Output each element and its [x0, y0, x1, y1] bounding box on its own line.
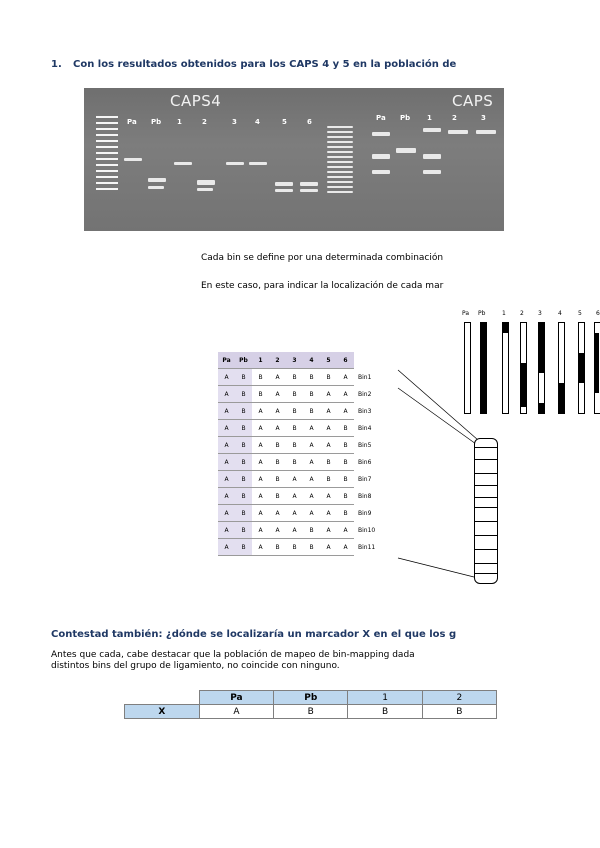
bin-cell: B [303, 403, 320, 420]
bin-cell: B [269, 454, 286, 471]
bin-cell: B [235, 488, 252, 505]
bin-cell: B [337, 471, 354, 488]
gel-lane-label: Pb [151, 118, 162, 126]
chromosome-label: 5 [578, 310, 582, 317]
question-heading: Contestad también: ¿dónde se localizaría un marcador X en el que los g [51, 629, 457, 640]
bin-name: Bin2 [358, 390, 372, 398]
bin-cell: B [286, 437, 303, 454]
bin-cell: A [303, 437, 320, 454]
marker-x-header: 1 [348, 691, 422, 705]
chromosome-1 [502, 322, 509, 414]
bin-cell: A [337, 403, 354, 420]
bin-cell: B [303, 539, 320, 556]
bin-cell: B [320, 454, 337, 471]
chromosome-label: 1 [502, 310, 506, 317]
bin-name: Bin8 [358, 492, 372, 500]
marker-x-header-row [125, 691, 497, 705]
bin-cell: A [337, 369, 354, 386]
bin-cell: A [252, 437, 269, 454]
bin-cell: A [320, 437, 337, 454]
bin-cell: A [252, 403, 269, 420]
bin-cell: B [320, 471, 337, 488]
bin-cell: A [303, 505, 320, 522]
bin-table-header-cell: Pb [235, 352, 252, 369]
bin-cell: B [235, 454, 252, 471]
bin-cell: A [269, 369, 286, 386]
bin-table-header-cell: 6 [337, 352, 354, 369]
bin-cell: A [218, 539, 235, 556]
bin-name: Bin4 [358, 424, 372, 432]
bin-name: Bin3 [358, 407, 372, 415]
gel-lane-label: Pb [400, 114, 411, 122]
bin-cell: B [337, 488, 354, 505]
gel-lane-label: 5 [282, 118, 287, 126]
marker-x-value: A [199, 705, 273, 719]
bin-cell: B [235, 369, 252, 386]
chromosome-label: Pb [478, 310, 486, 317]
marker-x-row [125, 705, 497, 719]
gel-lane-label: 3 [232, 118, 237, 126]
bin-name: Bin1 [358, 373, 372, 381]
gel-lane-label: 2 [202, 118, 207, 126]
chromosome-4 [558, 322, 565, 414]
marker-x-header: Pa [199, 691, 273, 705]
bin-cell: A [337, 539, 354, 556]
bin-cell: B [235, 420, 252, 437]
bin-cell: B [235, 437, 252, 454]
gel-lane-label: 1 [427, 114, 432, 122]
bin-cell: A [218, 369, 235, 386]
bin-cell: B [286, 539, 303, 556]
chromosome-3 [538, 322, 545, 414]
bin-cell: B [235, 505, 252, 522]
bin-cell: B [235, 539, 252, 556]
bin-cell: B [286, 403, 303, 420]
gel-label-caps5: CAPS [452, 92, 494, 110]
bin-cell: A [320, 420, 337, 437]
gel-lane-label: 1 [177, 118, 182, 126]
bin-cell: A [320, 505, 337, 522]
bin-cell: A [218, 505, 235, 522]
answer-line: distintos bins del grupo de ligamiento, no coincide con ninguno. [51, 661, 340, 671]
marker-x-header: 2 [422, 691, 496, 705]
bin-cell: A [252, 454, 269, 471]
bin-cell: A [252, 539, 269, 556]
bin-cell: A [218, 471, 235, 488]
bin-cell: A [303, 488, 320, 505]
bin-cell: A [320, 403, 337, 420]
bin-cell: B [235, 471, 252, 488]
marker-x-value: B [348, 705, 422, 719]
bin-cell: B [303, 386, 320, 403]
bin-cell: A [286, 471, 303, 488]
bin-cell: A [252, 471, 269, 488]
bin-cell: B [269, 437, 286, 454]
gel-lane-label: 3 [481, 114, 486, 122]
bin-cell: A [303, 420, 320, 437]
bin-name: Bin9 [358, 509, 372, 517]
bin-cell: A [218, 386, 235, 403]
gel-lane-label: Pa [127, 118, 137, 126]
gel-lane-label: Pa [376, 114, 386, 122]
chromosome-2 [520, 322, 527, 414]
chromosome-label: 4 [558, 310, 562, 317]
gel-lane-label: 4 [255, 118, 260, 126]
bin-cell: B [337, 437, 354, 454]
heading-text: Con los resultados obtenidos para los CAPS 4 y 5 en la población de [73, 59, 457, 70]
linkage-group-chromosome [474, 438, 498, 584]
chromosome-5 [578, 322, 585, 414]
bin-table-header-cell: 4 [303, 352, 320, 369]
marker-x-value: B [274, 705, 348, 719]
bin-cell: A [303, 471, 320, 488]
bin-cell: A [252, 522, 269, 539]
bin-cell: A [252, 505, 269, 522]
bin-cell: B [286, 454, 303, 471]
bin-cell: A [286, 488, 303, 505]
bin-cell: A [218, 420, 235, 437]
chromosome-label: 3 [538, 310, 542, 317]
bin-name: Bin5 [358, 441, 372, 449]
gel-lane-label: 6 [307, 118, 312, 126]
bin-cell: A [252, 420, 269, 437]
marker-x-value: B [422, 705, 496, 719]
chromosome-label: 2 [520, 310, 524, 317]
heading-number: 1. [51, 59, 62, 70]
bin-name: Bin7 [358, 475, 372, 483]
bin-cell: B [337, 505, 354, 522]
paragraph-bin-definition: Cada bin se define por una determinada combinación [201, 253, 444, 263]
bin-cell: B [286, 420, 303, 437]
bin-cell: A [303, 454, 320, 471]
bin-cell: A [269, 420, 286, 437]
bin-cell: B [252, 369, 269, 386]
chromosome-label: Pa [462, 310, 470, 317]
bin-cell: A [218, 437, 235, 454]
bin-table-header-cell: 2 [269, 352, 286, 369]
bin-cell: A [218, 488, 235, 505]
bin-cell: B [235, 403, 252, 420]
bin-cell: A [252, 488, 269, 505]
bin-cell: A [269, 505, 286, 522]
bin-cell: B [235, 522, 252, 539]
bin-cell: B [337, 420, 354, 437]
bin-cell: A [269, 522, 286, 539]
bin-cell: B [252, 386, 269, 403]
bin-name: Bin6 [358, 458, 372, 466]
bin-name: Bin11 [358, 543, 376, 551]
bin-table-header-cell: Pa [218, 352, 235, 369]
answer-line: Antes que cada, cabe destacar que la población de mapeo de bin-mapping dada [51, 650, 415, 660]
bin-cell: B [337, 454, 354, 471]
paragraph-marker-location: En este caso, para indicar la localización de cada mar [201, 281, 444, 291]
bin-table-header-cell: 3 [286, 352, 303, 369]
bin-cell: B [286, 369, 303, 386]
bin-cell: B [269, 488, 286, 505]
answer-text [51, 650, 415, 672]
bin-cell: B [303, 369, 320, 386]
bin-cell: A [218, 454, 235, 471]
bin-cell: A [286, 522, 303, 539]
gel-lane-label: 2 [452, 114, 457, 122]
bin-cell: B [235, 386, 252, 403]
bin-name: Bin10 [358, 526, 376, 534]
marker-x-label: X [125, 705, 200, 719]
bin-cell: B [269, 471, 286, 488]
bin-cell: B [303, 522, 320, 539]
bin-cell: A [320, 522, 337, 539]
bin-cell: A [320, 488, 337, 505]
bin-cell: A [337, 522, 354, 539]
bin-cell: B [320, 369, 337, 386]
bin-cell: A [218, 403, 235, 420]
bin-cell: A [320, 386, 337, 403]
bin-table-header-cell: 5 [320, 352, 337, 369]
bin-table-header-cell: 1 [252, 352, 269, 369]
bin-cell: B [286, 386, 303, 403]
bin-cell: A [269, 386, 286, 403]
bin-cell: A [218, 522, 235, 539]
chromosome-label: 6 [596, 310, 600, 317]
marker-x-header: Pb [274, 691, 348, 705]
bin-cell: A [269, 403, 286, 420]
gel-label-caps4: CAPS4 [170, 92, 222, 110]
bin-cell: A [337, 386, 354, 403]
bin-cell: A [320, 539, 337, 556]
marker-x-table [124, 690, 497, 719]
bin-cell: A [286, 505, 303, 522]
chromosome-6 [594, 322, 600, 414]
bin-cell: B [269, 539, 286, 556]
